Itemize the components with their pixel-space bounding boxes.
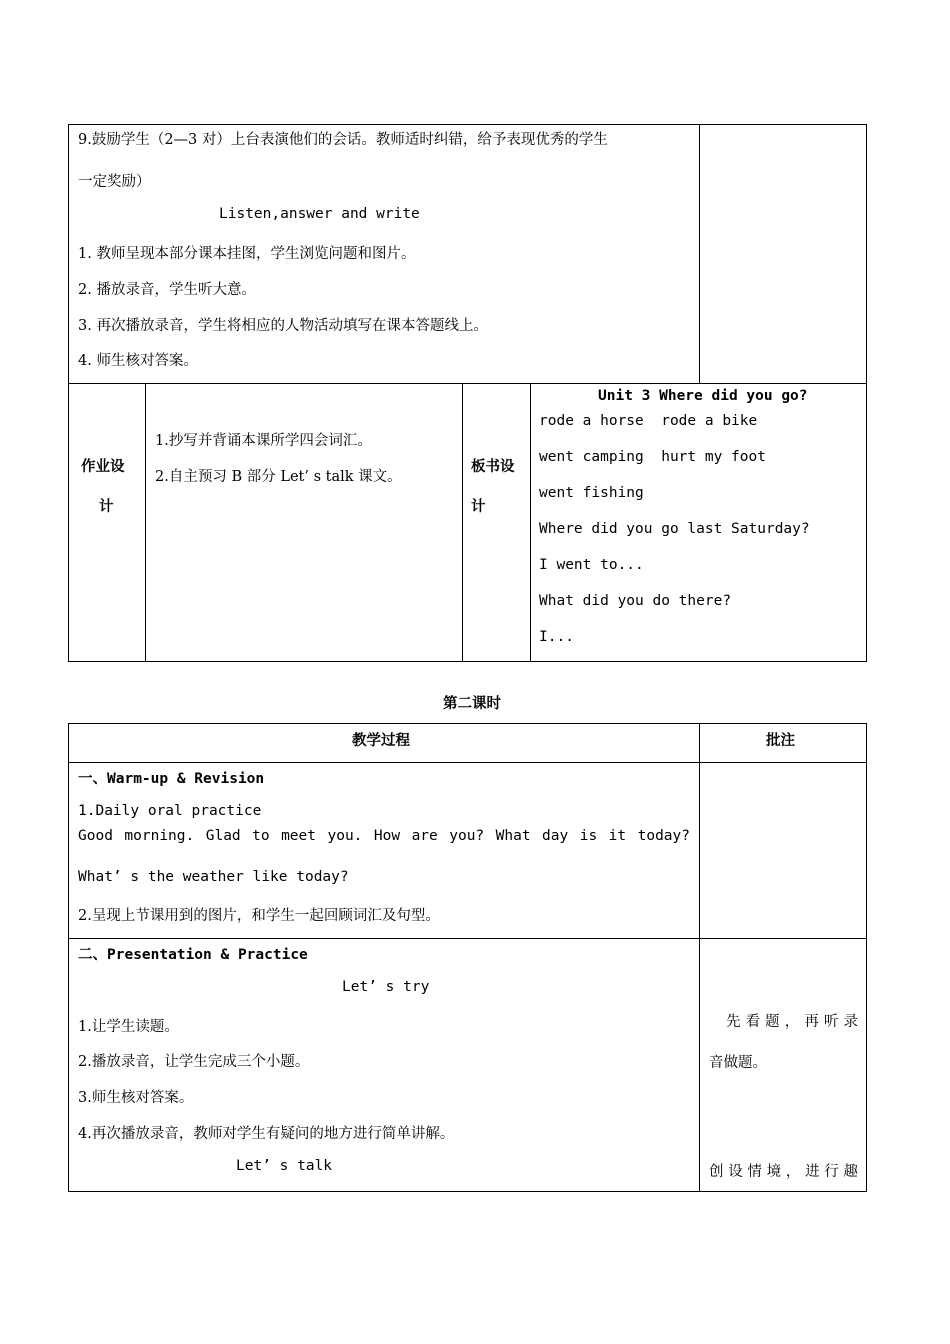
table-1-notes-divider (699, 124, 700, 383)
lesson-2-heading: 第二课时 (443, 695, 501, 712)
note-1-line-1: 先看题，再听录 (726, 1014, 858, 1030)
header-teaching-process: 教学过程 (352, 732, 410, 749)
table-1-bottom-border (68, 661, 867, 662)
table-2-top-border (68, 723, 867, 724)
listen-step-2: 2. 播放录音，学生听大意。 (78, 282, 256, 298)
board-line-6: What did you do there? (539, 593, 732, 609)
table-2-right-border (866, 723, 867, 1192)
step-9-line-1: 9.鼓励学生（2—3 对）上台表演他们的会话。教师适时纠错，给予表现优秀的学生 (78, 132, 608, 148)
homework-label-line-2: 计 (99, 498, 114, 515)
presentation-step-4: 4.再次播放录音，教师对学生有疑问的地方进行简单讲解。 (78, 1126, 455, 1142)
listen-step-3: 3. 再次播放录音，学生将相应的人物活动填写在课本答题线上。 (78, 318, 488, 334)
homework-item-1: 1.抄写并背诵本课所学四会词汇。 (155, 433, 372, 449)
board-line-2: went camping hurt my foot (539, 449, 766, 465)
board-line-5: I went to... (539, 557, 644, 573)
table-1-right-border (866, 124, 867, 662)
listen-step-1: 1. 教师呈现本部分课本挂图，学生浏览问题和图片。 (78, 246, 416, 262)
step-9-line-2: 一定奖励） (78, 174, 151, 190)
homework-item-2: 2.自主预习 B 部分 Let’ s talk 课文。 (155, 469, 402, 485)
table-2-bottom-border (68, 1191, 867, 1192)
warmup-line-4: 2.呈现上节课用到的图片，和学生一起回顾词汇及句型。 (78, 908, 440, 924)
presentation-step-2: 2.播放录音，让学生完成三个小题。 (78, 1054, 310, 1070)
presentation-step-1: 1.让学生读题。 (78, 1019, 179, 1035)
board-title: Unit 3 Where did you go? (598, 388, 808, 404)
warmup-line-2: Good morning. Glad to meet you. How are you? What day is it today? (78, 828, 690, 844)
table-2-left-border (68, 723, 69, 1192)
board-label-line-1: 板书设 (471, 458, 515, 475)
board-line-3: went fishing (539, 485, 644, 501)
board-label-divider-left (462, 383, 463, 662)
homework-label-line-1: 作业设 (81, 458, 125, 475)
board-label-line-2: 计 (471, 498, 486, 515)
header-notes: 批注 (766, 732, 795, 749)
homework-label-divider (145, 383, 146, 662)
note-1-line-2: 音做题。 (709, 1055, 767, 1071)
board-line-7: I... (539, 629, 574, 645)
table-1-left-border (68, 124, 69, 662)
board-line-4: Where did you go last Saturday? (539, 521, 810, 537)
listen-step-4: 4. 师生核对答案。 (78, 353, 198, 369)
board-label-divider-right (530, 383, 531, 662)
table-1-top-border (68, 124, 867, 125)
presentation-title: 二、Presentation & Practice (78, 947, 308, 963)
table-2-header-divider (68, 762, 867, 763)
note-2-line-1: 创设情境，进行趣 (709, 1164, 858, 1180)
table-1-row-divider (68, 383, 867, 384)
warmup-line-1: 1.Daily oral practice (78, 803, 262, 819)
presentation-step-3: 3.师生核对答案。 (78, 1090, 194, 1106)
lets-talk-subtitle: Let’ s talk (236, 1158, 333, 1174)
table-2-row-divider (68, 938, 867, 939)
section-title-listen-answer-write: Listen,answer and write (219, 206, 420, 222)
warmup-title: 一、Warm-up & Revision (78, 771, 265, 787)
lets-try-subtitle: Let’ s try (342, 979, 430, 995)
board-line-1: rode a horse rode a bike (539, 413, 758, 429)
warmup-line-3: What’ s the weather like today? (78, 869, 349, 885)
table-2-notes-divider (699, 723, 700, 1192)
